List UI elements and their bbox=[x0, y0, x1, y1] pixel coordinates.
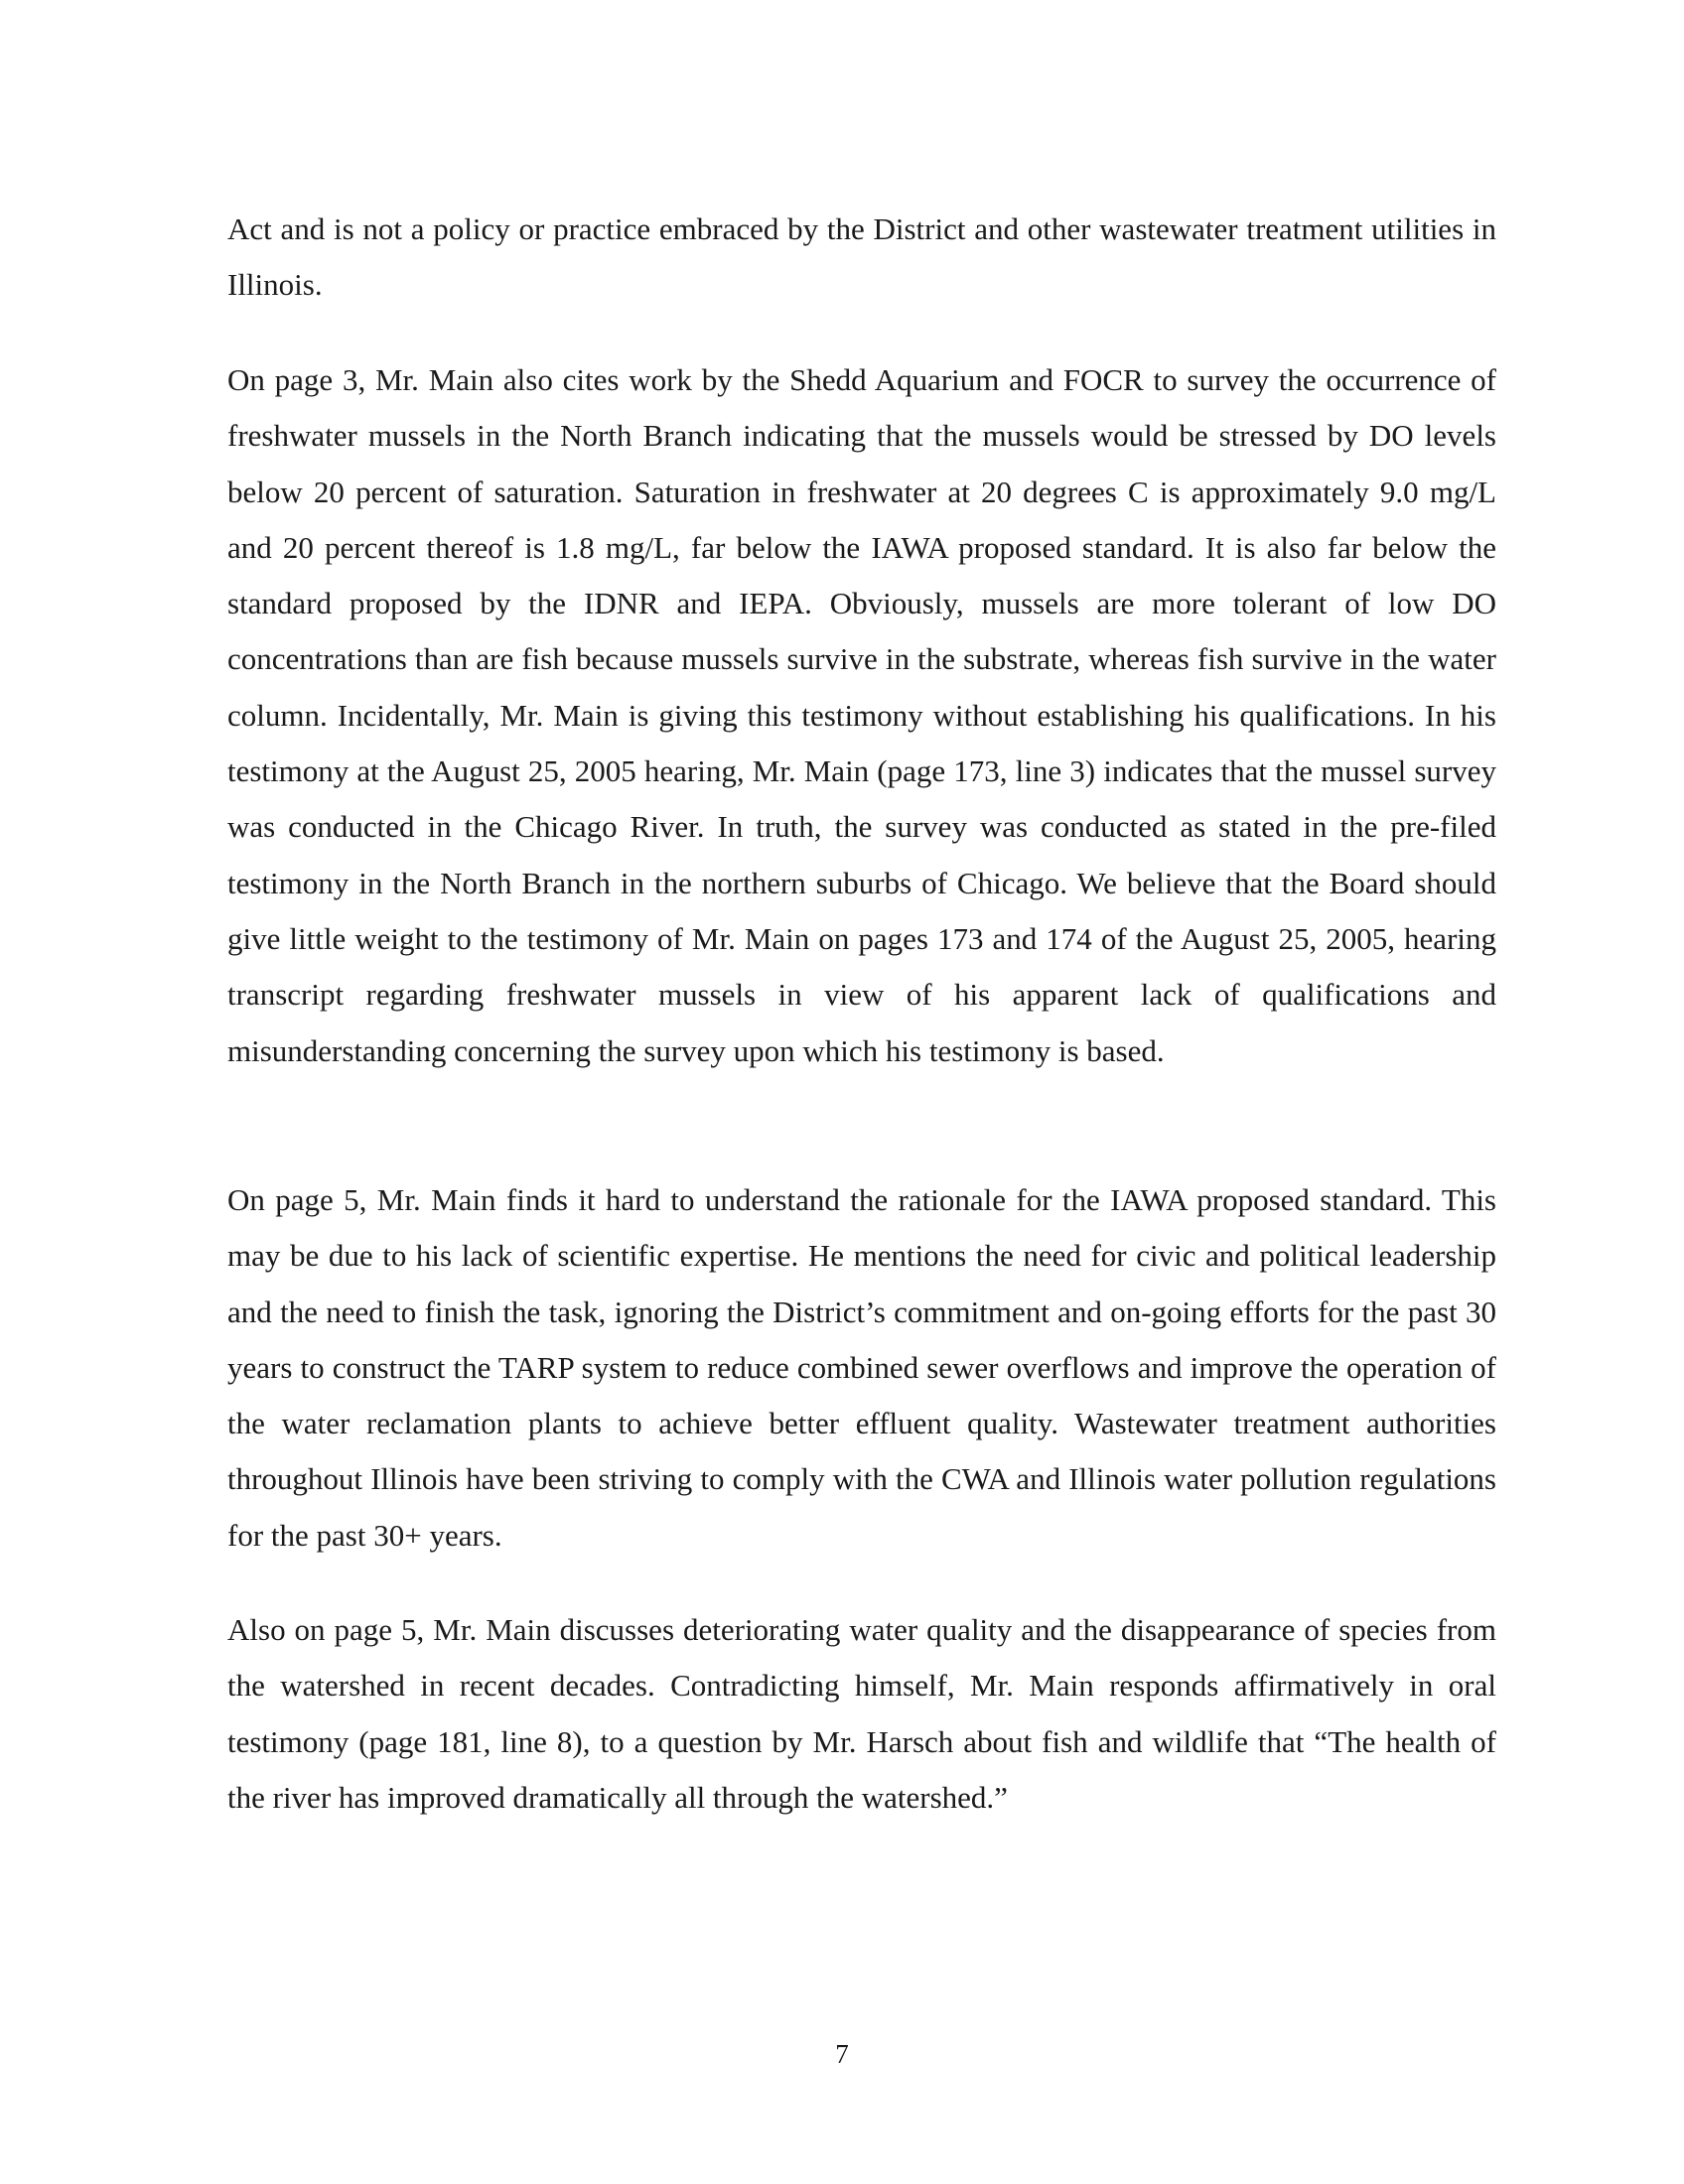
paragraph-water-quality: Also on page 5, Mr. Main discusses deteriorating water quality and the disappearance of species from the watershed in recent decades. Contradicting himself, Mr. Main responds affirmatively in oral testimony (page 181, line 8), to a question by Mr. Harsch about fish and wildlife that “The health of the river has improved dramatically all through the watershed.” bbox=[227, 1612, 1496, 1815]
paragraph-mussel-survey: On page 3, Mr. Main also cites work by the Shedd Aquarium and FOCR to survey the occurrence of freshwater mussels in the North Branch indicating that the mussels would be stressed by DO levels below 20 percent of saturation. Saturation in freshwater at 20 degrees C is approximately 9.0 mg/L and 20 percent thereof is 1.8 mg/L, far below the IAWA proposed standard. It is also far below the standard proposed by the IDNR and IEPA. Obviously, mussels are more tolerant of low DO concentrations than are fish because mussels survive in the substrate, whereas fish survive in the water column. Incidentally, Mr. Main is giving this testimony without establishing his qualifications. In his testimony at the August 25, 2005 hearing, Mr. Main (page 173, line 3) indicates that the mussel survey was conducted in the Chicago River. In truth, the survey was conducted as stated in the pre-filed testimony in the North Branch in the northern suburbs of Chicago. We believe that the Board should give little weight to the testimony of Mr. Main on pages 173 and 174 of the August 25, 2005, hearing transcript regarding freshwater mussels in view of his apparent lack of qualifications and misunderstanding concerning the survey upon which his testimony is based. bbox=[227, 362, 1496, 1068]
paragraph-rationale: On page 5, Mr. Main finds it hard to understand the rationale for the IAWA proposed standard. This may be due to his lack of scientific expertise. He mentions the need for civic and political leadership and the need to finish the task, ignoring the District’s commitment and on-going efforts for the past 30 years to construct the TARP system to reduce combined sewer overflows and improve the operation of the water reclamation plants to achieve better effluent quality. Wastewater treatment authorities throughout Illinois have been striving to comply with the CWA and Illinois water pollution regulations for the past 30+ years. bbox=[227, 1182, 1496, 1553]
paragraph-continuation: Act and is not a policy or practice embraced by the District and other wastewater treatment utilities in Illinois. bbox=[227, 211, 1496, 303]
page-number: 7 bbox=[835, 2039, 849, 2069]
